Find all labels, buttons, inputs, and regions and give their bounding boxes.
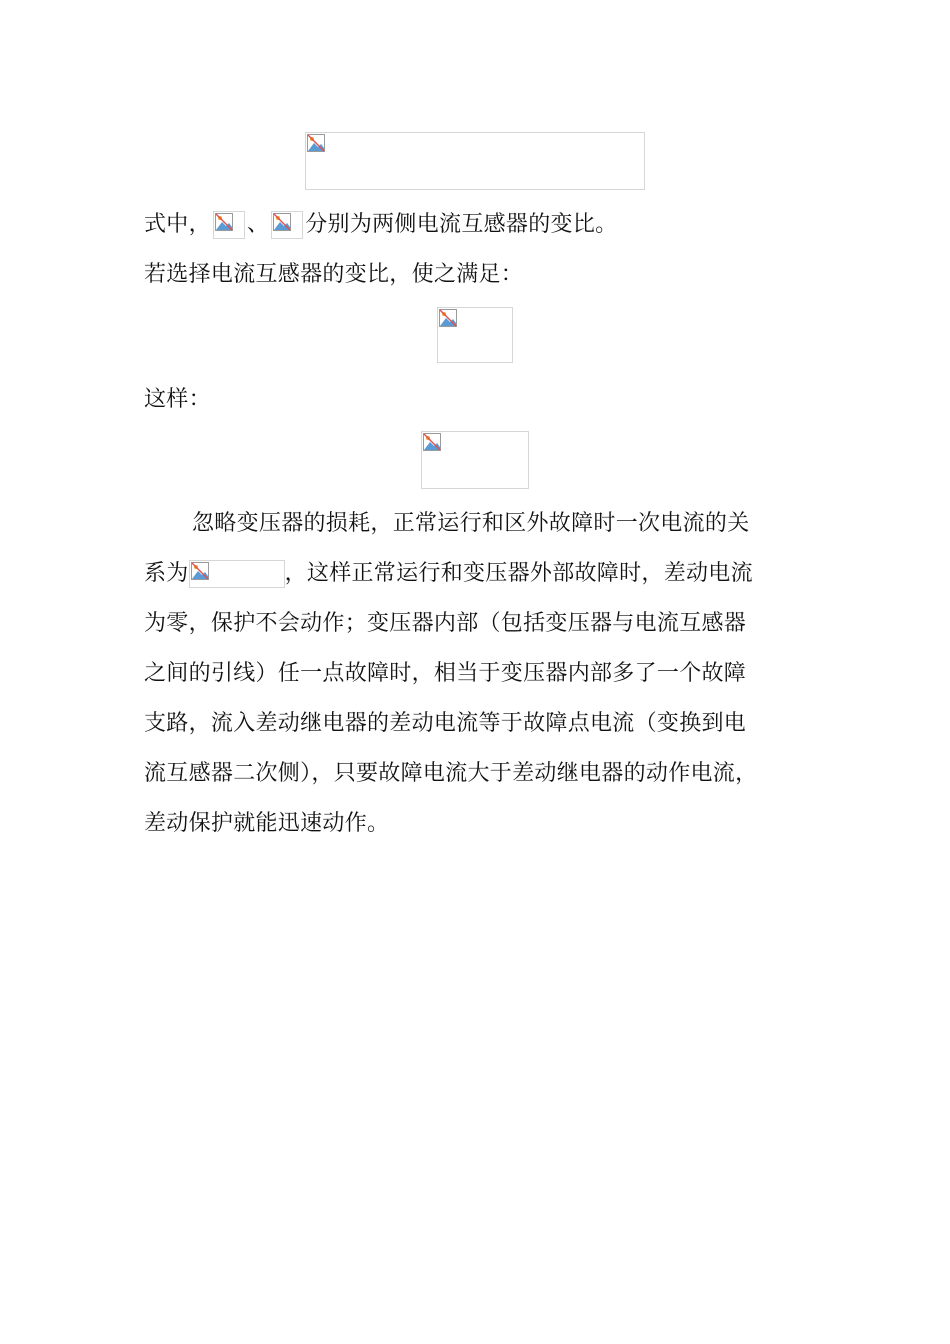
broken-image-icon <box>423 433 441 451</box>
paragraph-line-7: 差动保护就能迅速动作。 <box>144 811 390 836</box>
broken-image-icon <box>215 213 233 231</box>
text-line-select-ratio: 若选择电流互感器的变比，使之满足： <box>144 262 524 287</box>
broken-image-icon <box>273 213 291 231</box>
formula-image-ct-ratio-2 <box>271 211 303 239</box>
formula-image-ratio-condition <box>437 307 513 363</box>
paragraph-line-6: 流互感器二次侧），只要故障电流大于差动继电器的动作电流， <box>144 761 758 786</box>
text-line-ct-ratios <box>144 210 617 240</box>
paragraph-line-2 <box>144 559 753 589</box>
text-prefix: 系为 <box>144 561 189 586</box>
formula-image-ct-ratio-1 <box>213 211 245 239</box>
text-prefix: 式中， <box>144 212 211 237</box>
broken-image-icon <box>191 562 209 580</box>
text-line-thus: 这样： <box>144 387 211 412</box>
text-separator: 、 <box>246 212 270 237</box>
broken-image-icon <box>439 309 457 327</box>
formula-image-current-relation <box>189 560 285 588</box>
paragraph-line-4: 之间的引线）任一点故障时，相当于变压器内部多了一个故障 <box>144 661 747 686</box>
text-suffix: ，这样正常运行和变压器外部故障时，差动电流 <box>284 561 753 586</box>
broken-image-icon <box>307 134 325 152</box>
formula-image-differential-current <box>305 132 645 190</box>
formula-image-result <box>421 431 529 489</box>
paragraph-line-1: 忽略变压器的损耗，正常运行和区外故障时一次电流的关 <box>192 511 750 536</box>
paragraph-line-5: 支路，流入差动继电器的差动电流等于故障点电流（变换到电 <box>144 711 747 736</box>
paragraph-line-3: 为零，保护不会动作；变压器内部（包括变压器与电流互感器 <box>144 611 747 636</box>
text-suffix: 分别为两侧电流互感器的变比。 <box>305 212 618 237</box>
